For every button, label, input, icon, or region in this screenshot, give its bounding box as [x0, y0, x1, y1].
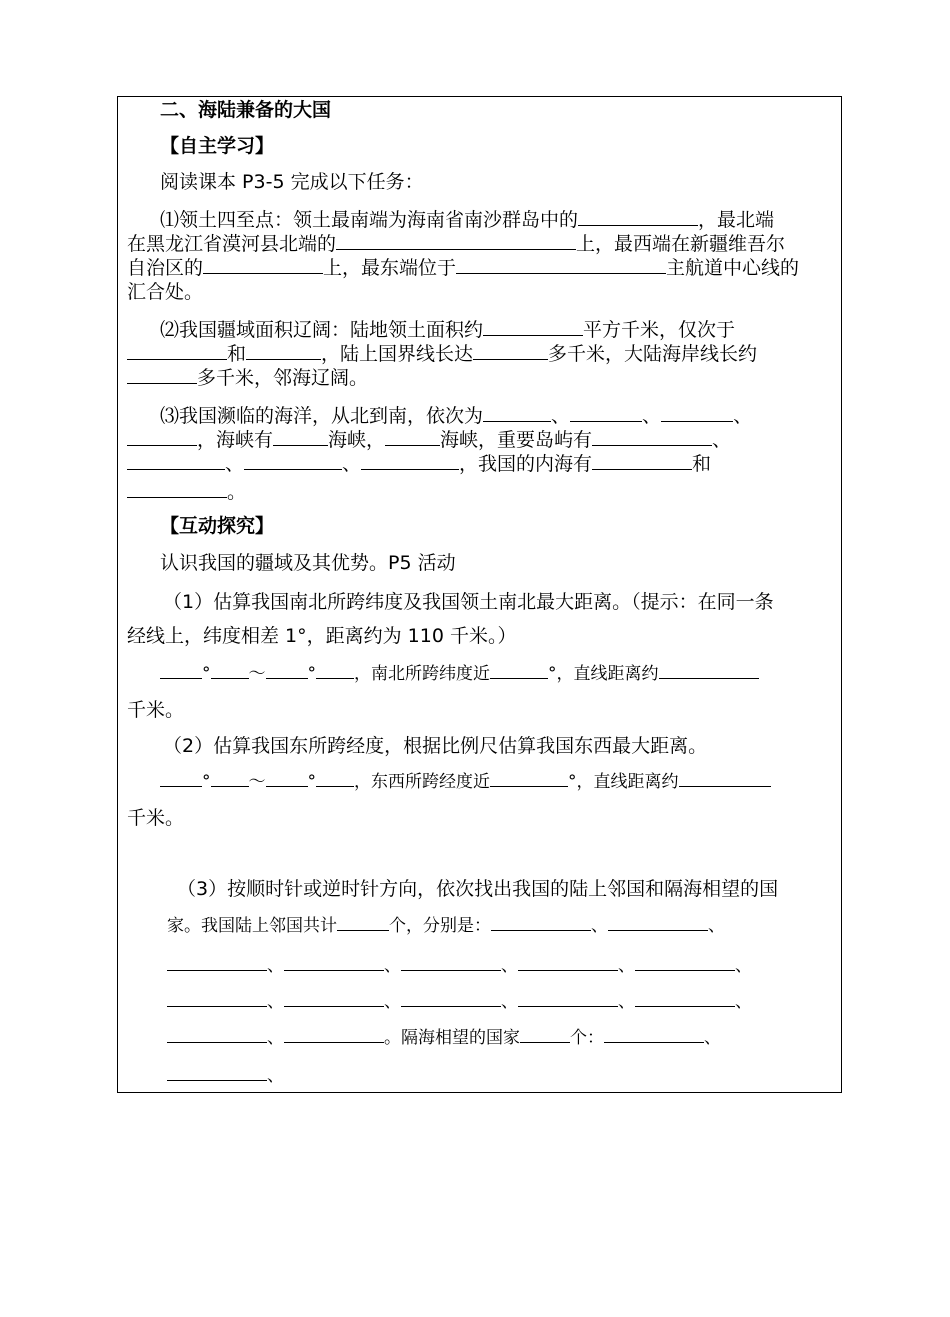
p3-line2: 家。我国陆上邻国共计 个，分别是： 、 、: [167, 916, 725, 936]
blank-neighbor-6[interactable]: [518, 954, 618, 971]
blank-island-4[interactable]: [361, 453, 459, 470]
blank-island-1[interactable]: [592, 429, 712, 446]
blank-northernmost[interactable]: [336, 233, 576, 250]
blank-neighbor-2[interactable]: [608, 914, 708, 931]
blank-inland-sea-1[interactable]: [592, 453, 692, 470]
blank-lon-west-deg[interactable]: [160, 770, 202, 787]
p2-answer-line: ° ～ ° ，东西所跨经度近 °，直线距离约: [160, 770, 771, 794]
blank-westernmost[interactable]: [203, 257, 323, 274]
q1-line4: 汇合处。: [127, 281, 204, 303]
blank-neighbor-8[interactable]: [167, 990, 267, 1007]
blank-country-2[interactable]: [246, 343, 321, 360]
q2-line2: 和 ，陆上国界线长达 多千米，大陆海岸线长约: [127, 342, 757, 366]
blank-lat-south-min[interactable]: [211, 662, 249, 679]
p2-line1: （2）估算我国东所跨经度，根据比例尺估算我国东西最大距离。: [163, 735, 708, 757]
blank-lat-south-deg[interactable]: [160, 662, 202, 679]
self-study-heading: 【自主学习】: [160, 135, 275, 157]
explore-heading: 【互动探究】: [160, 515, 275, 537]
blank-neighbor-7[interactable]: [635, 954, 735, 971]
blank-lon-west-min[interactable]: [211, 770, 249, 787]
blank-lon-east-deg[interactable]: [266, 770, 308, 787]
blank-island-2[interactable]: [127, 453, 225, 470]
blank-sea-2[interactable]: [570, 405, 642, 422]
q3-line4: 。: [127, 480, 246, 504]
blank-easternmost[interactable]: [456, 257, 666, 274]
blank-coastline-length[interactable]: [127, 367, 197, 384]
p1-unit: 千米。: [127, 699, 185, 721]
blank-lon-east-min[interactable]: [316, 770, 354, 787]
blank-neighbor-13[interactable]: [167, 1026, 267, 1043]
blank-neighbor-12[interactable]: [635, 990, 735, 1007]
blank-neighbor-count[interactable]: [337, 914, 389, 931]
blank-southernmost[interactable]: [578, 209, 698, 226]
q3-line1: ⑶我国濒临的海洋，从北到南，依次为 、 、 、: [160, 405, 753, 427]
p3-line4: 、 、 、 、 、: [167, 990, 752, 1014]
blank-border-length[interactable]: [473, 343, 548, 360]
blank-strait-1[interactable]: [273, 429, 328, 446]
blank-sea-neighbor-count[interactable]: [520, 1026, 570, 1043]
blank-lat-span[interactable]: [490, 662, 548, 679]
blank-sea-neighbor-1[interactable]: [604, 1026, 704, 1043]
blank-lat-north-min[interactable]: [316, 662, 354, 679]
blank-neighbor-9[interactable]: [284, 990, 384, 1007]
blank-neighbor-11[interactable]: [518, 990, 618, 1007]
explore-intro: 认识我国的疆域及其优势。P5 活动: [160, 552, 456, 574]
blank-ns-distance[interactable]: [659, 662, 759, 679]
blank-strait-2[interactable]: [385, 429, 440, 446]
blank-country-1[interactable]: [127, 343, 227, 360]
blank-neighbor-4[interactable]: [284, 954, 384, 971]
p3-line3: 、 、 、 、 、: [167, 954, 752, 978]
blank-island-3[interactable]: [244, 453, 342, 470]
p3-line1: （3）按顺时针或逆时针方向，依次找出我国的陆上邻国和隔海相望的国: [177, 878, 779, 900]
blank-inland-sea-2[interactable]: [127, 481, 227, 498]
blank-land-area[interactable]: [483, 319, 583, 336]
p3-line6: 、: [167, 1064, 284, 1088]
self-study-intro: 阅读课本 P3-5 完成以下任务：: [160, 171, 424, 193]
q2-line1: ⑵我国疆域面积辽阔：陆地领土面积约 平方千米，仅次于: [160, 319, 736, 341]
blank-neighbor-14[interactable]: [284, 1026, 384, 1043]
blank-sea-3[interactable]: [661, 405, 733, 422]
q1-line1: ⑴领土四至点：领土最南端为海南省南沙群岛中的 ，最北端: [160, 209, 775, 231]
p1-line2: 经线上，纬度相差 1°，距离约为 110 千米。）: [127, 625, 517, 647]
blank-sea-neighbor-2[interactable]: [167, 1064, 267, 1081]
blank-neighbor-5[interactable]: [401, 954, 501, 971]
blank-sea-1[interactable]: [483, 405, 551, 422]
section-title: 二、海陆兼备的大国: [160, 99, 332, 121]
q1-line3: 自治区的 上，最东端位于 主航道中心线的: [127, 257, 800, 279]
q1-line2: 在黑龙江省漠河县北端的 上，最西端在新疆维吾尔: [127, 233, 786, 255]
p1-line1: （1）估算我国南北所跨纬度及我国领土南北最大距离。（提示：在同一条: [163, 591, 774, 613]
q3-line2: ，海峡有 海峡， 海峡，重要岛屿有 、: [127, 428, 731, 452]
q2-line3: 多千米，邻海辽阔。: [127, 366, 368, 390]
blank-sea-4[interactable]: [127, 429, 197, 446]
q3-line3: 、 、 ，我国的内海有 和: [127, 452, 711, 476]
blank-neighbor-1[interactable]: [491, 914, 591, 931]
blank-ew-distance[interactable]: [679, 770, 771, 787]
blank-lat-north-deg[interactable]: [266, 662, 308, 679]
p2-unit: 千米。: [127, 807, 185, 829]
blank-lon-span[interactable]: [490, 770, 568, 787]
p3-line5: 、 。隔海相望的国家 个： 、: [167, 1026, 721, 1050]
blank-neighbor-10[interactable]: [401, 990, 501, 1007]
blank-neighbor-3[interactable]: [167, 954, 267, 971]
p1-answer-line: ° ～ ° ，南北所跨纬度近 °，直线距离约: [160, 662, 759, 686]
